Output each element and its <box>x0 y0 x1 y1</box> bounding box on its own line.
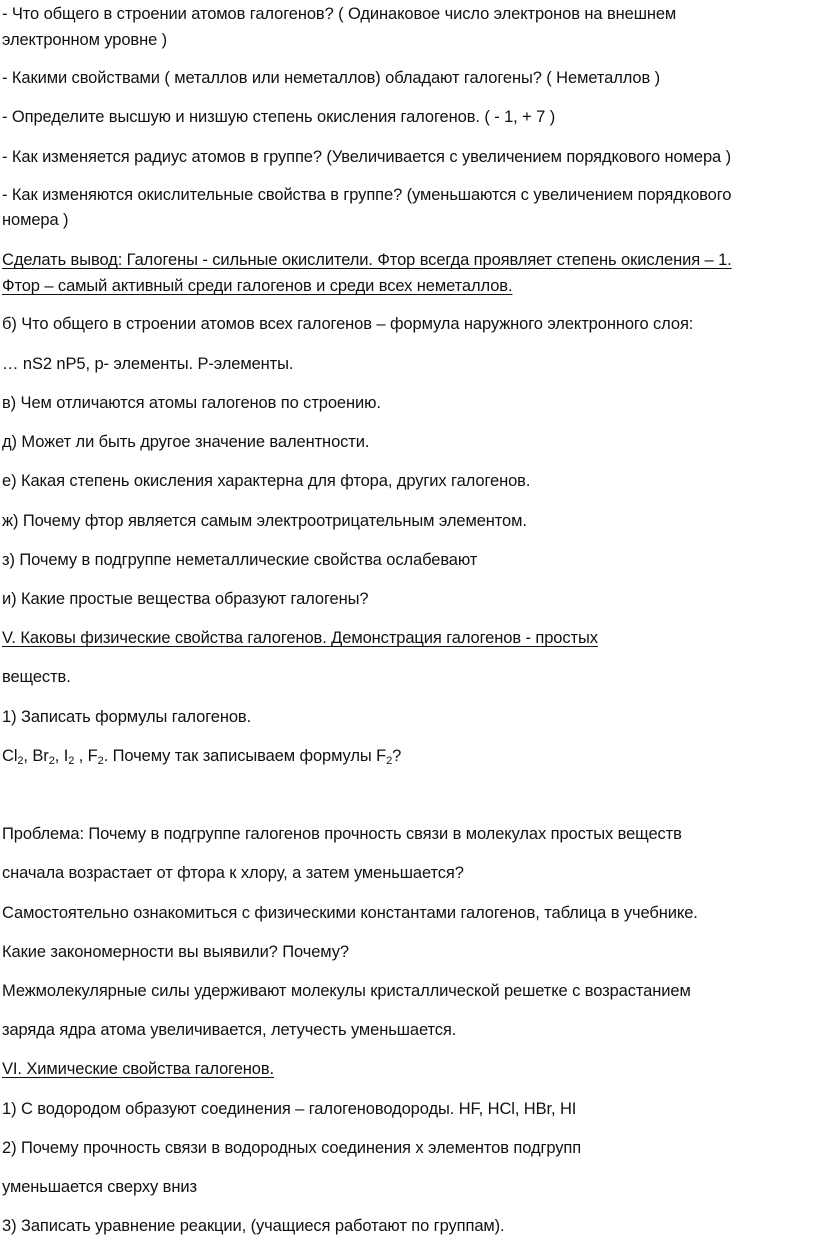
conclusion-line-1: Сделать вывод: Галогены - сильные окислители. Фтор всегда проявляет степень окисления – 1. <box>2 251 732 269</box>
question-z: з) Почему в подгруппе неметаллические свойства ослабевают <box>2 551 478 569</box>
patterns-answer-continuation: заряда ядра атома увеличивается, летучесть уменьшается. <box>2 1021 457 1039</box>
question-d: д) Может ли быть другое значение валентности. <box>2 433 370 451</box>
section-v-heading-continuation: веществ. <box>2 668 71 686</box>
question-zh: ж) Почему фтор является самым электроотрицательным элементом. <box>2 512 527 530</box>
question-common-structure: - Что общего в строении атомов галогенов? ( Одинаковое число электронов на внешнем <box>2 5 677 23</box>
question-b: б) Что общего в строении атомов всех галогенов – формула наружного электронного слоя: <box>2 315 694 333</box>
chem-property-2-continuation: уменьшается сверху вниз <box>2 1178 197 1196</box>
answer-continuation: номера ) <box>2 211 69 229</box>
section-v-heading: V. Каковы физические свойства галогенов. Демонстрация галогенов - простых <box>2 629 598 647</box>
answer-continuation: электронном уровне ) <box>2 31 168 49</box>
electron-config-line: … nS2 nP5, р- элементы. Р-элементы. <box>2 355 294 373</box>
question-oxidation-state: - Определите высшую и низшую степень окисления галогенов. ( - 1, + 7 ) <box>2 108 556 126</box>
formula-line: $Cl_2$, $Br_2$, $I_2$ , $F_2$. Почему так записываем формулы $F_2$? <box>2 747 402 767</box>
problem-statement: Проблема: Почему в подгруппе галогенов прочность связи в молекулах простых веществ <box>2 825 682 843</box>
question-atomic-radius: - Как изменяется радиус атомов в группе? (Увеличивается с увеличением порядкового номера ) <box>2 148 731 166</box>
question-oxidizing-properties: - Как изменяются окислительные свойства в группе? (уменьшаются с увеличением порядкового <box>2 186 732 204</box>
question-i: и) Какие простые вещества образуют галогены? <box>2 590 369 608</box>
question-v: в) Чем отличаются атомы галогенов по строению. <box>2 394 381 412</box>
chem-property-3: 3) Записать уравнение реакции, (учащиеся работают по группам). <box>2 1217 505 1235</box>
patterns-question: Какие закономерности вы выявили? Почему? <box>2 943 349 961</box>
section-vi-heading: VI. Химические свойства галогенов. <box>2 1060 275 1078</box>
task-1: 1) Записать формулы галогенов. <box>2 708 252 726</box>
question-e: е) Какая степень окисления характерна для фтора, других галогенов. <box>2 472 531 490</box>
self-study-task: Самостоятельно ознакомиться с физическими константами галогенов, таблица в учебнике. <box>2 904 698 922</box>
question-properties: - Какими свойствами ( металлов или неметаллов) обладают галогены? ( Неметаллов ) <box>2 69 661 87</box>
chem-property-1: 1) С водородом образуют соединения – галогеноводороды. HF, HCl, HBr, HI <box>2 1100 577 1118</box>
patterns-answer: Межмолекулярные силы удерживают молекулы кристаллической решетке с возрастанием <box>2 982 691 1000</box>
chem-property-2: 2) Почему прочность связи в водородных соединения х элементов подгрупп <box>2 1139 582 1157</box>
problem-statement-continuation: сначала возрастает от фтора к хлору, а затем уменьшается? <box>2 864 464 882</box>
conclusion-line-2: Фтор – самый активный среди галогенов и среди всех неметаллов. <box>2 277 513 295</box>
